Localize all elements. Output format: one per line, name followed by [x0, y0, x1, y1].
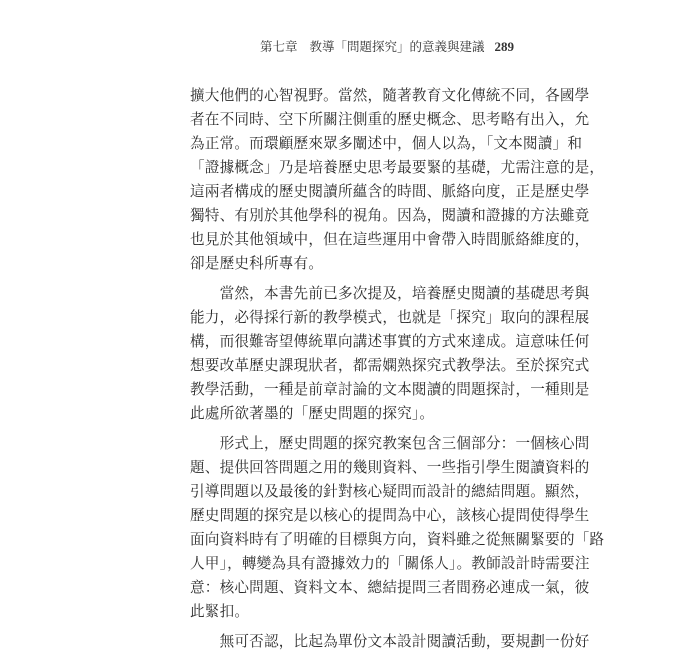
- paragraph: [190, 630, 590, 654]
- body-text: [190, 84, 605, 654]
- text-line: 人甲」，轉變為具有證據效力的「關係人」。教師設計時需要注: [190, 555, 590, 572]
- text-line: 這兩者構成的歷史閱讀所蘊含的時間、脈絡向度，正是歷史學: [190, 183, 590, 200]
- text-line: 引導問題以及最後的針對核心疑問而設計的總結問題。顯然，: [190, 483, 590, 500]
- text-line: 形式上，歷史問題的探究教案包含三個部分：一個核心問: [190, 435, 590, 452]
- text-line: 無可否認，比起為單份文本設計閱讀活動，要規劃一份好: [190, 633, 590, 650]
- text-line: 者在不同時、空下所關注側重的歷史概念、思考略有出入，允: [190, 111, 590, 128]
- text-line: 此緊扣。: [190, 603, 250, 620]
- running-head: [192, 36, 514, 58]
- text-line: 構，而很難寄望傳統單向講述事實的方式來達成。這意味任何: [190, 333, 590, 350]
- text-line: 想要改革歷史課現狀者，都需嫻熟探究式教學法。至於探究式: [190, 357, 590, 374]
- chapter-label: 第七章: [259, 39, 298, 54]
- text-line: 面向資料時有了明確的目標與方向，資料雖之從無關緊要的「路: [190, 531, 605, 548]
- text-line: 能力，必得採行新的教學模式，也就是「探究」取向的課程展: [190, 309, 590, 326]
- text-line: 獨特、有別於其他學科的視角。因為，閱讀和證據的方法雖竟: [190, 207, 590, 224]
- text-line: 卻是歷史科所專有。: [190, 255, 324, 272]
- chapter-title: 教導「問題探究」的意義與建議: [309, 39, 485, 54]
- text-line: 歷史問題的探究是以核心的提問為中心，該核心提問使得學生: [190, 507, 590, 524]
- text-line: 當然，本書先前已多次提及，培養歷史閱讀的基礎思考與: [190, 285, 590, 302]
- text-line: 題、提供回答問題之用的幾則資料、一些指引學生閱讀資料的: [190, 459, 590, 476]
- text-line: 擴大他們的心智視野。當然，隨著教育文化傳統不同，各國學: [190, 87, 590, 104]
- text-line: 「證據概念」乃是培養歷史思考最要緊的基礎，尤需注意的是，: [190, 159, 605, 176]
- paragraph: [190, 84, 605, 276]
- text-line: 意：核心問題、資料文本、總結提問三者間務必連成一氣，彼: [190, 579, 590, 596]
- text-line: 此處所欲著墨的「歷史問題的探究」。: [190, 405, 435, 422]
- paragraph: [190, 282, 590, 426]
- text-line: 為正常。而環顧歷來眾多闡述中，個人以為，「文本閱讀」和: [190, 135, 583, 152]
- page-number: 289: [494, 39, 514, 54]
- text-line: 也見於其他領域中，但在這些運用中會帶入時間脈絡維度的，: [190, 231, 590, 248]
- text-line: 教學活動，一種是前章討論的文本閱讀的問題探討，一種則是: [190, 381, 590, 398]
- paragraph: [190, 432, 605, 624]
